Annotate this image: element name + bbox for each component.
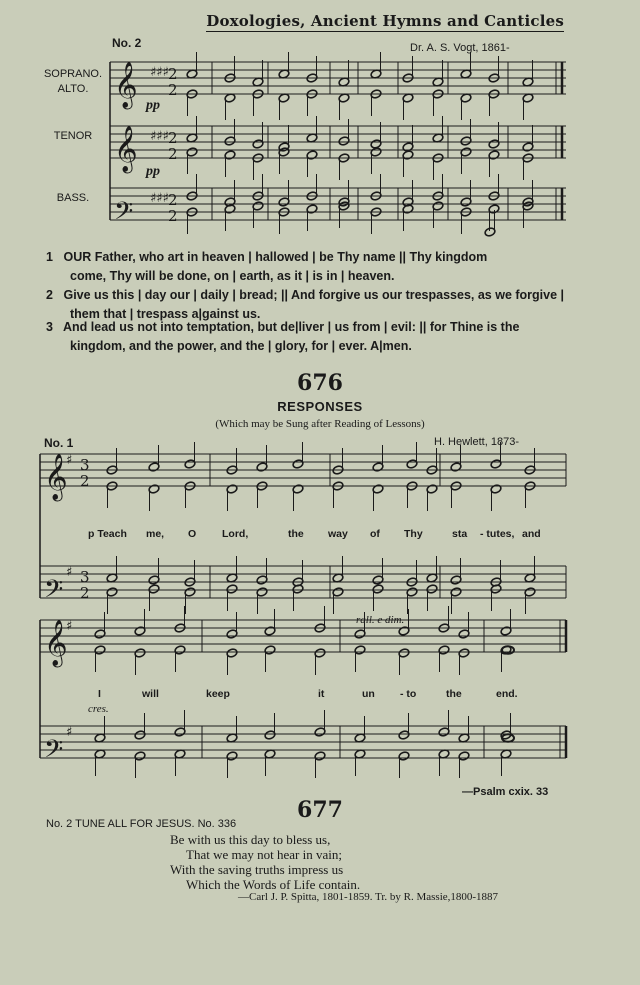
piece1-number-label: No. 2 <box>112 36 142 50</box>
lyric-word: un <box>362 688 375 700</box>
svg-text:♯: ♯ <box>66 453 73 468</box>
lyric-word: p Teach <box>88 528 127 540</box>
lyric-word: sta <box>452 528 468 540</box>
lyric-word: it <box>318 688 325 700</box>
svg-text:2: 2 <box>168 129 178 147</box>
svg-text:♯: ♯ <box>66 619 73 634</box>
psalm-citation: —Psalm cxix. 33 <box>462 786 549 798</box>
part-label-tenor: TENOR <box>53 130 93 142</box>
svg-text:𝄞: 𝄞 <box>44 620 68 666</box>
verse-3 <box>46 318 566 356</box>
lyric-word: Thy <box>404 528 423 540</box>
svg-text:2: 2 <box>168 81 178 99</box>
svg-text:♯: ♯ <box>66 565 73 580</box>
part-label-alto: ALTO. <box>57 83 89 95</box>
page-header-title: Doxologies, Ancient Hymns and Canticles <box>206 12 564 30</box>
svg-text:𝄞: 𝄞 <box>44 454 68 500</box>
verse-line: come, Thy will be done, on | earth, as it | is in | heaven. <box>70 269 395 283</box>
svg-text:2: 2 <box>168 65 178 83</box>
svg-text:𝄢: 𝄢 <box>44 735 64 770</box>
svg-text:2: 2 <box>168 145 178 163</box>
piece1-composer: Dr. A. S. Vogt, 1861- <box>410 42 510 54</box>
hymn-677-number: 677 <box>297 797 343 823</box>
lyric-word: Lord, <box>222 528 249 540</box>
poem-line: Which the Words of Life contain. <box>186 877 361 892</box>
poem-line: With the saving truths impress us <box>170 862 344 877</box>
svg-text:𝄢: 𝄢 <box>114 197 134 232</box>
lyric-word: O <box>188 528 197 540</box>
svg-text:2: 2 <box>80 472 90 490</box>
hymn-677-tune: No. 2 TUNE ALL FOR JESUS. No. 336 <box>46 818 237 830</box>
hymn-676-number-label: No. 1 <box>44 436 74 450</box>
svg-text:2: 2 <box>80 584 90 602</box>
lyric-word: way <box>328 528 348 540</box>
lyric-word: end. <box>496 688 518 700</box>
lyric-word: and <box>522 528 541 540</box>
poem-line: Be with us this day to bless us, <box>170 832 331 847</box>
svg-text:♯♯♯: ♯♯♯ <box>150 129 169 144</box>
svg-text:𝄞: 𝄞 <box>114 62 138 108</box>
svg-text:2: 2 <box>168 207 178 225</box>
lyric-word: me, <box>146 528 165 540</box>
verse-line: kingdom, and the power, and the | glory, for | ever. A|men. <box>70 339 412 353</box>
marking-rall: rall. e dim. <box>356 614 405 626</box>
lyric-word: keep <box>206 688 230 700</box>
lyric-word: will <box>142 688 159 700</box>
hymn-677-poem <box>170 832 360 892</box>
lyric-word: of <box>370 528 380 540</box>
dynamic-pp-lower: pp <box>146 164 160 179</box>
hymn-676-subtitle: (Which may be Sung after Reading of Lessons) <box>215 418 425 430</box>
verse-line: OUR Father, who art in heaven | hallowed | be Thy name || Thy kingdom <box>63 250 488 264</box>
svg-text:♯♯♯: ♯♯♯ <box>150 191 169 206</box>
lyric-word: I <box>98 688 101 700</box>
hymn-676-title: RESPONSES <box>277 399 363 414</box>
dynamic-pp-upper: pp <box>146 98 160 113</box>
svg-text:3: 3 <box>80 568 90 586</box>
svg-text:𝄢: 𝄢 <box>44 575 64 610</box>
hymn-677-attribution: —Carl J. P. Spitta, 1801-1859. Tr. by R. Massie,1800-1887 <box>238 891 499 903</box>
lyric-word: the <box>446 688 462 700</box>
verse-number: 3 <box>46 320 53 334</box>
verse-line: Give us this | day our | daily | bread; || And forgive us our trespasses, as we forgive | <box>63 288 565 302</box>
verse-line: them that | trespass a|gainst us. <box>70 307 261 321</box>
svg-text:3: 3 <box>80 456 90 474</box>
svg-text:♯♯♯: ♯♯♯ <box>150 65 169 80</box>
svg-text:♯: ♯ <box>66 725 73 740</box>
marking-cres: cres. <box>88 703 109 715</box>
verse-line: And lead us not into temptation, but de|liver | us from | evil: || for Thine is the <box>63 320 520 334</box>
lyric-word: - tutes, <box>480 528 515 540</box>
lyric-word: the <box>288 528 304 540</box>
verse-number: 1 <box>46 250 53 264</box>
svg-text:2: 2 <box>168 191 178 209</box>
part-label-bass: BASS. <box>56 192 90 204</box>
poem-line: That we may not hear in vain; <box>186 847 342 862</box>
part-label-soprano: SOPRANO. <box>43 68 103 80</box>
verse-1 <box>46 248 566 286</box>
hymn-676-number: 676 <box>297 370 343 396</box>
lyric-word: - to <box>400 688 417 700</box>
svg-text:𝄞: 𝄞 <box>114 126 138 172</box>
hymn-676-composer: H. Hewlett, 1873- <box>434 436 519 448</box>
verse-number: 2 <box>46 288 53 302</box>
